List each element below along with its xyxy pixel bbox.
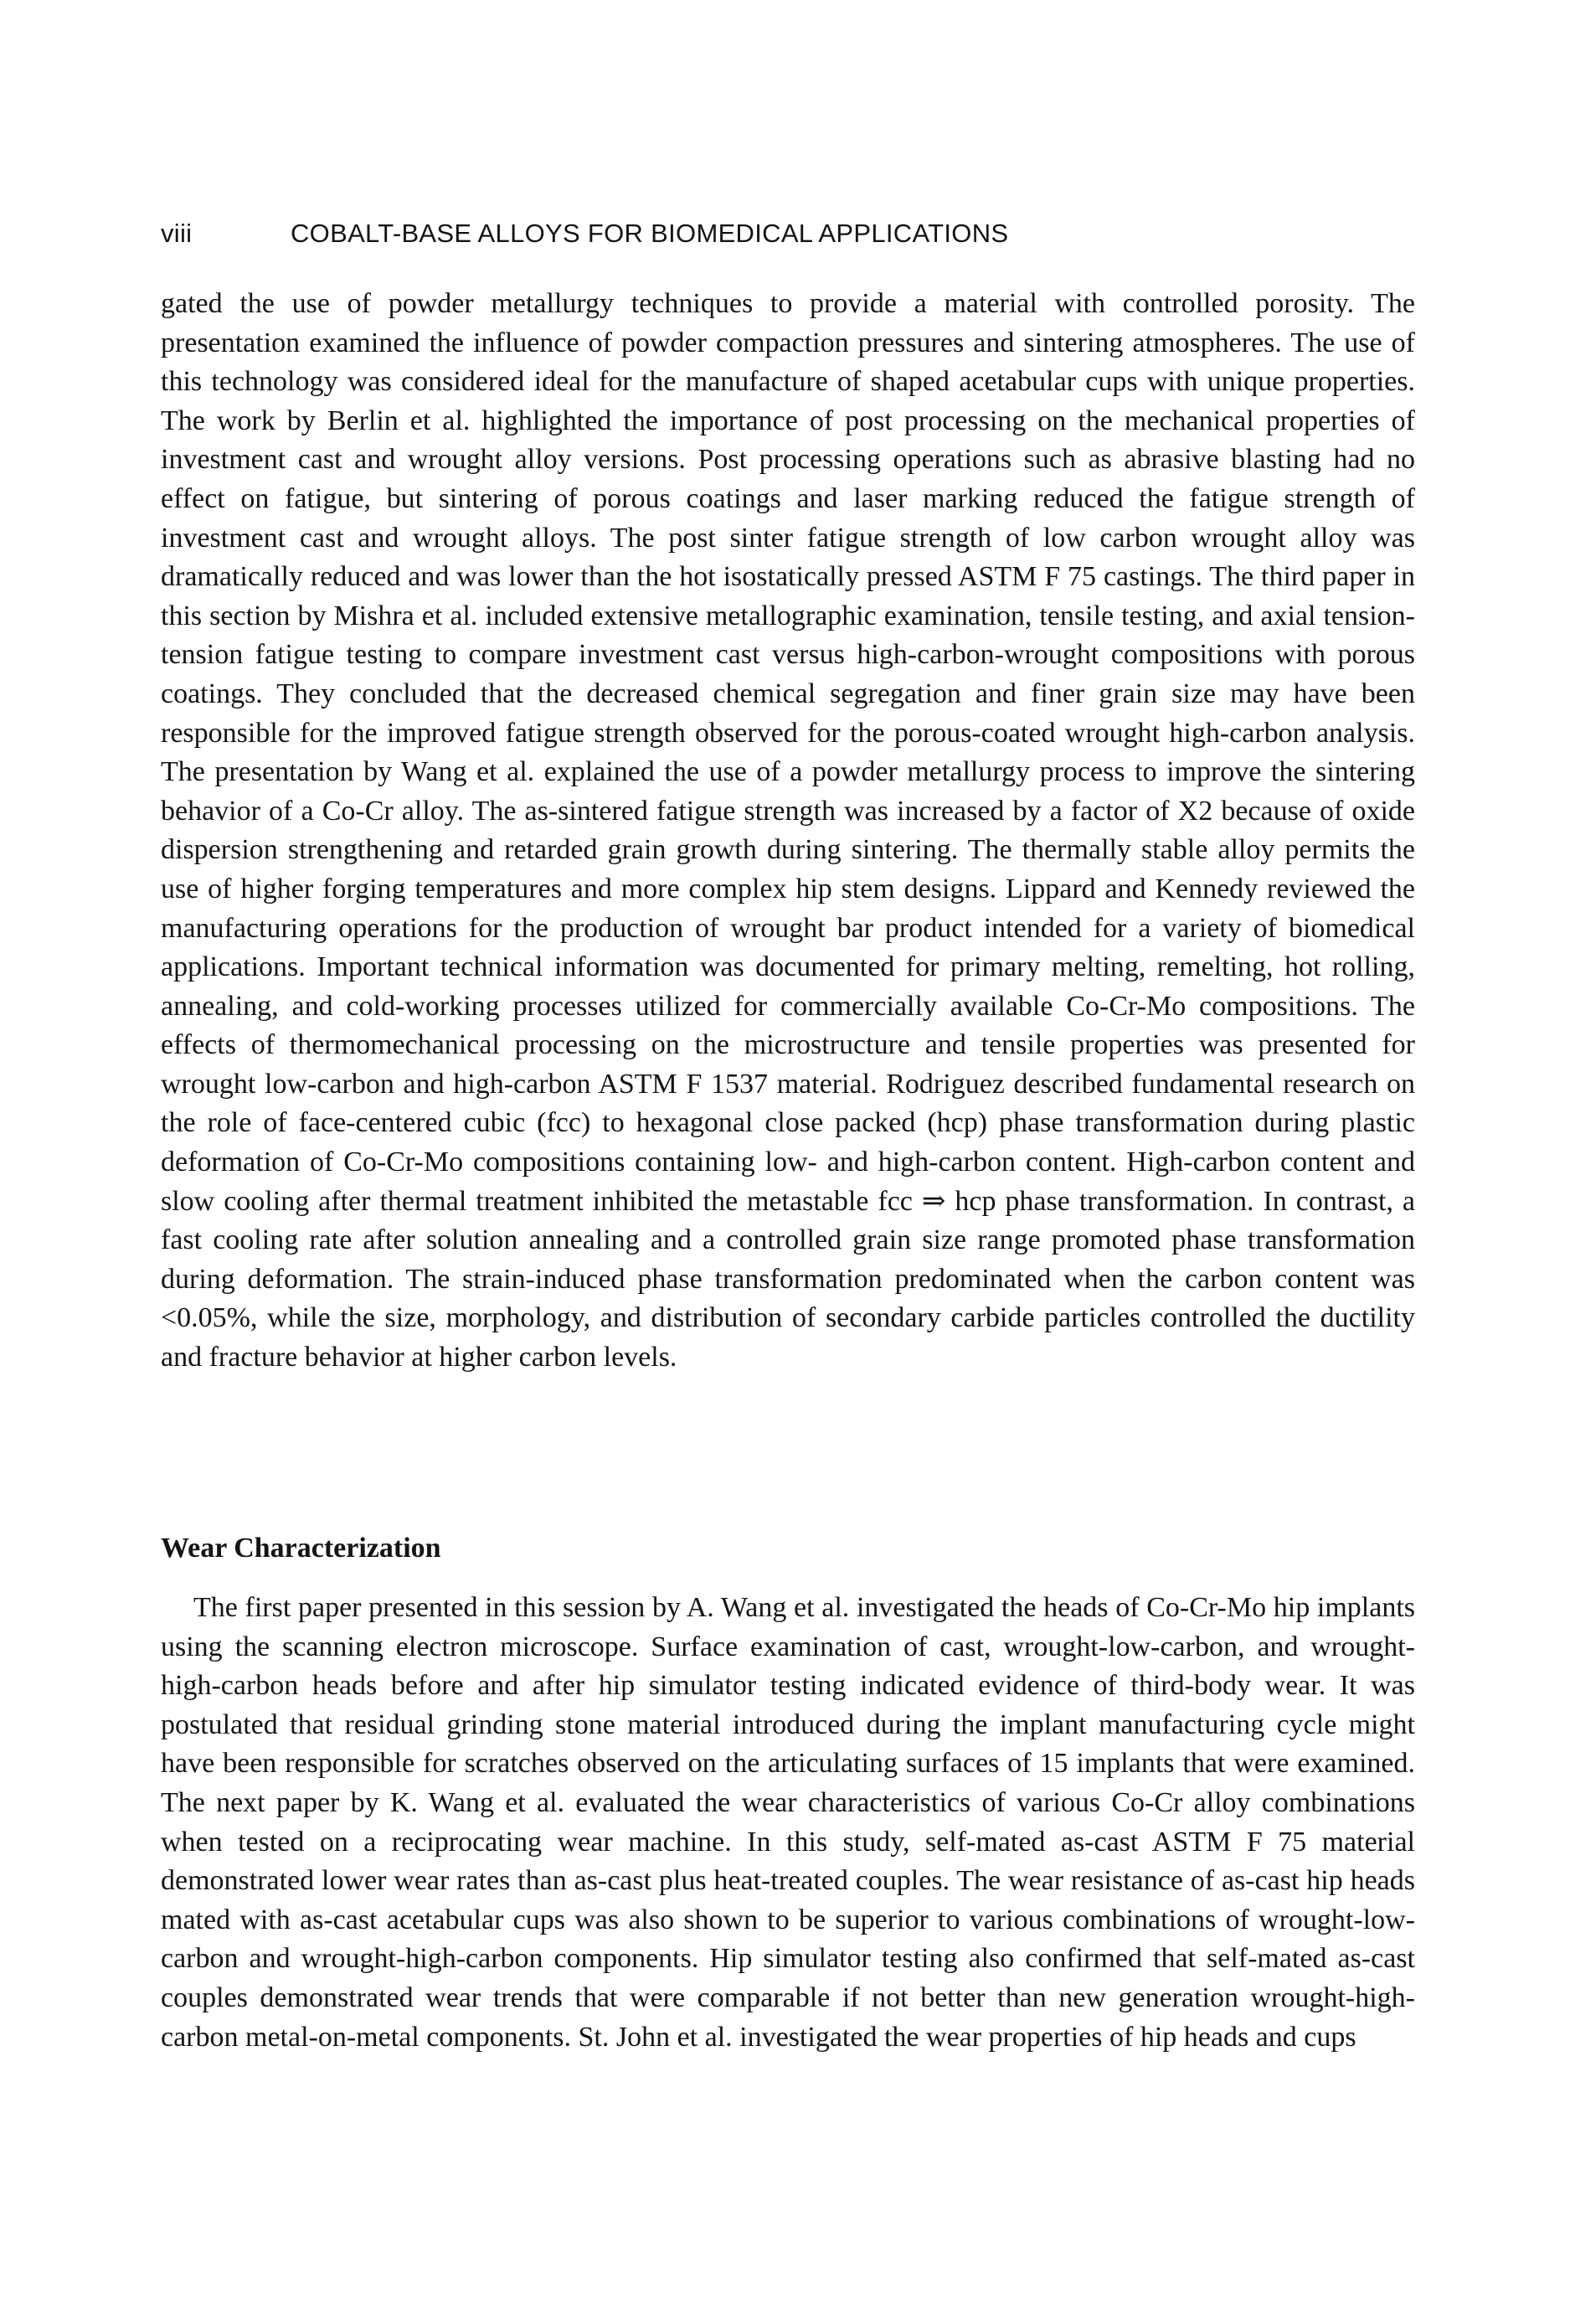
running-header xyxy=(161,215,1417,252)
paragraph: The first paper presented in this session by A. Wang et al. investigated the heads of Co-Cr-Mo hip implants using the scanning electron microscope. Surface examination of cast, wrought-low-carbon, and wrought-high-carbon heads before and after hip simulator testing indicated evidence of third-body wear. It was postulated that residual grinding stone material introduced during the implant manufacturing cycle might have been responsible for scratches observed on the articulating surfaces of 15 implants that were examined. The next paper by K. Wang et al. evaluated the wear characteristics of various Co-Cr alloy combinations when tested on a reciprocating wear machine. In this study, self-mated as-cast ASTM F 75 material demonstrated lower wear rates than as-cast plus heat-treated couples. The wear resistance of as-cast hip heads mated with as-cast acetabular cups was also shown to be superior to various combinations of wrought-low-carbon and wrought-high-carbon components. Hip simulator testing also confirmed that self-mated as-cast couples demonstrated wear trends that were comparable if not better than new generation wrought-high-carbon metal-on-metal components. St. John et al. investigated the wear properties of hip heads and cups xyxy=(161,1592,1415,2053)
section-heading: Wear Characterization xyxy=(161,1533,441,1564)
page-number: viii xyxy=(161,219,193,248)
body-text-continued xyxy=(161,285,1415,1378)
paragraph: gated the use of powder metallurgy techniques to provide a material with controlled porosity. The presentation examined the influence of powder compaction pressures and sintering atmospheres. The use of this technology was considered ideal for the manufacture of shaped acetabular cups with unique properties. The work by Berlin et al. highlighted the importance of post processing on the mechanical properties of investment cast and wrought alloy versions. Post processing operations such as abrasive blasting had no effect on fatigue, but sintering of porous coatings and laser marking reduced the fatigue strength of investment cast and wrought alloys. The post sinter fatigue strength of low carbon wrought alloy was dramatically reduced and was lower than the hot isostatically pressed ASTM F 75 castings. The third paper in this section by Mishra et al. included extensive metallographic examination, tensile testing, and axial tension-tension fatigue testing to compare investment cast versus high-carbon-wrought compositions with porous coatings. They concluded that the decreased chemical segregation and finer grain size may have been responsible for the improved fatigue strength observed for the porous-coated wrought high-carbon analysis. The presentation by Wang et al. explained the use of a powder metallurgy process to improve the sintering behavior of a Co-Cr alloy. The as-sintered fatigue strength was increased by a factor of X2 because of oxide dispersion strengthening and retarded grain growth during sintering. The thermally stable alloy permits the use of higher forging temperatures and more complex hip stem designs. Lippard and Kennedy reviewed the manufacturing operations for the production of wrought bar product intended for a variety of biomedical applications. Important technical information was documented for primary melting, remelting, hot rolling, annealing, and cold-working processes utilized for commercially available Co-Cr-Mo compositions. The effects of thermomechanical processing on the microstructure and tensile properties was presented for wrought low-carbon and high-carbon ASTM F 1537 material. Rodriguez described fundamental research on the role of face-centered cubic (fcc) to hexagonal close packed (hcp) phase transformation during plastic deformation of Co-Cr-Mo compositions containing low- and high-carbon content. High-carbon content and slow cooling after thermal treatment inhibited the metastable fcc ⇒ hcp phase transformation. In contrast, a fast cooling rate after solution annealing and a controlled grain size range promoted phase transformation during deformation. The strain-induced phase transformation predominated when the carbon content was <0.05%, while the size, morphology, and distribution of secondary carbide particles controlled the ductility and fracture behavior at higher carbon levels. xyxy=(161,288,1415,1373)
body-text-wear xyxy=(161,1589,1415,2057)
running-title: COBALT-BASE ALLOYS FOR BIOMEDICAL APPLICATIONS xyxy=(291,219,1009,248)
